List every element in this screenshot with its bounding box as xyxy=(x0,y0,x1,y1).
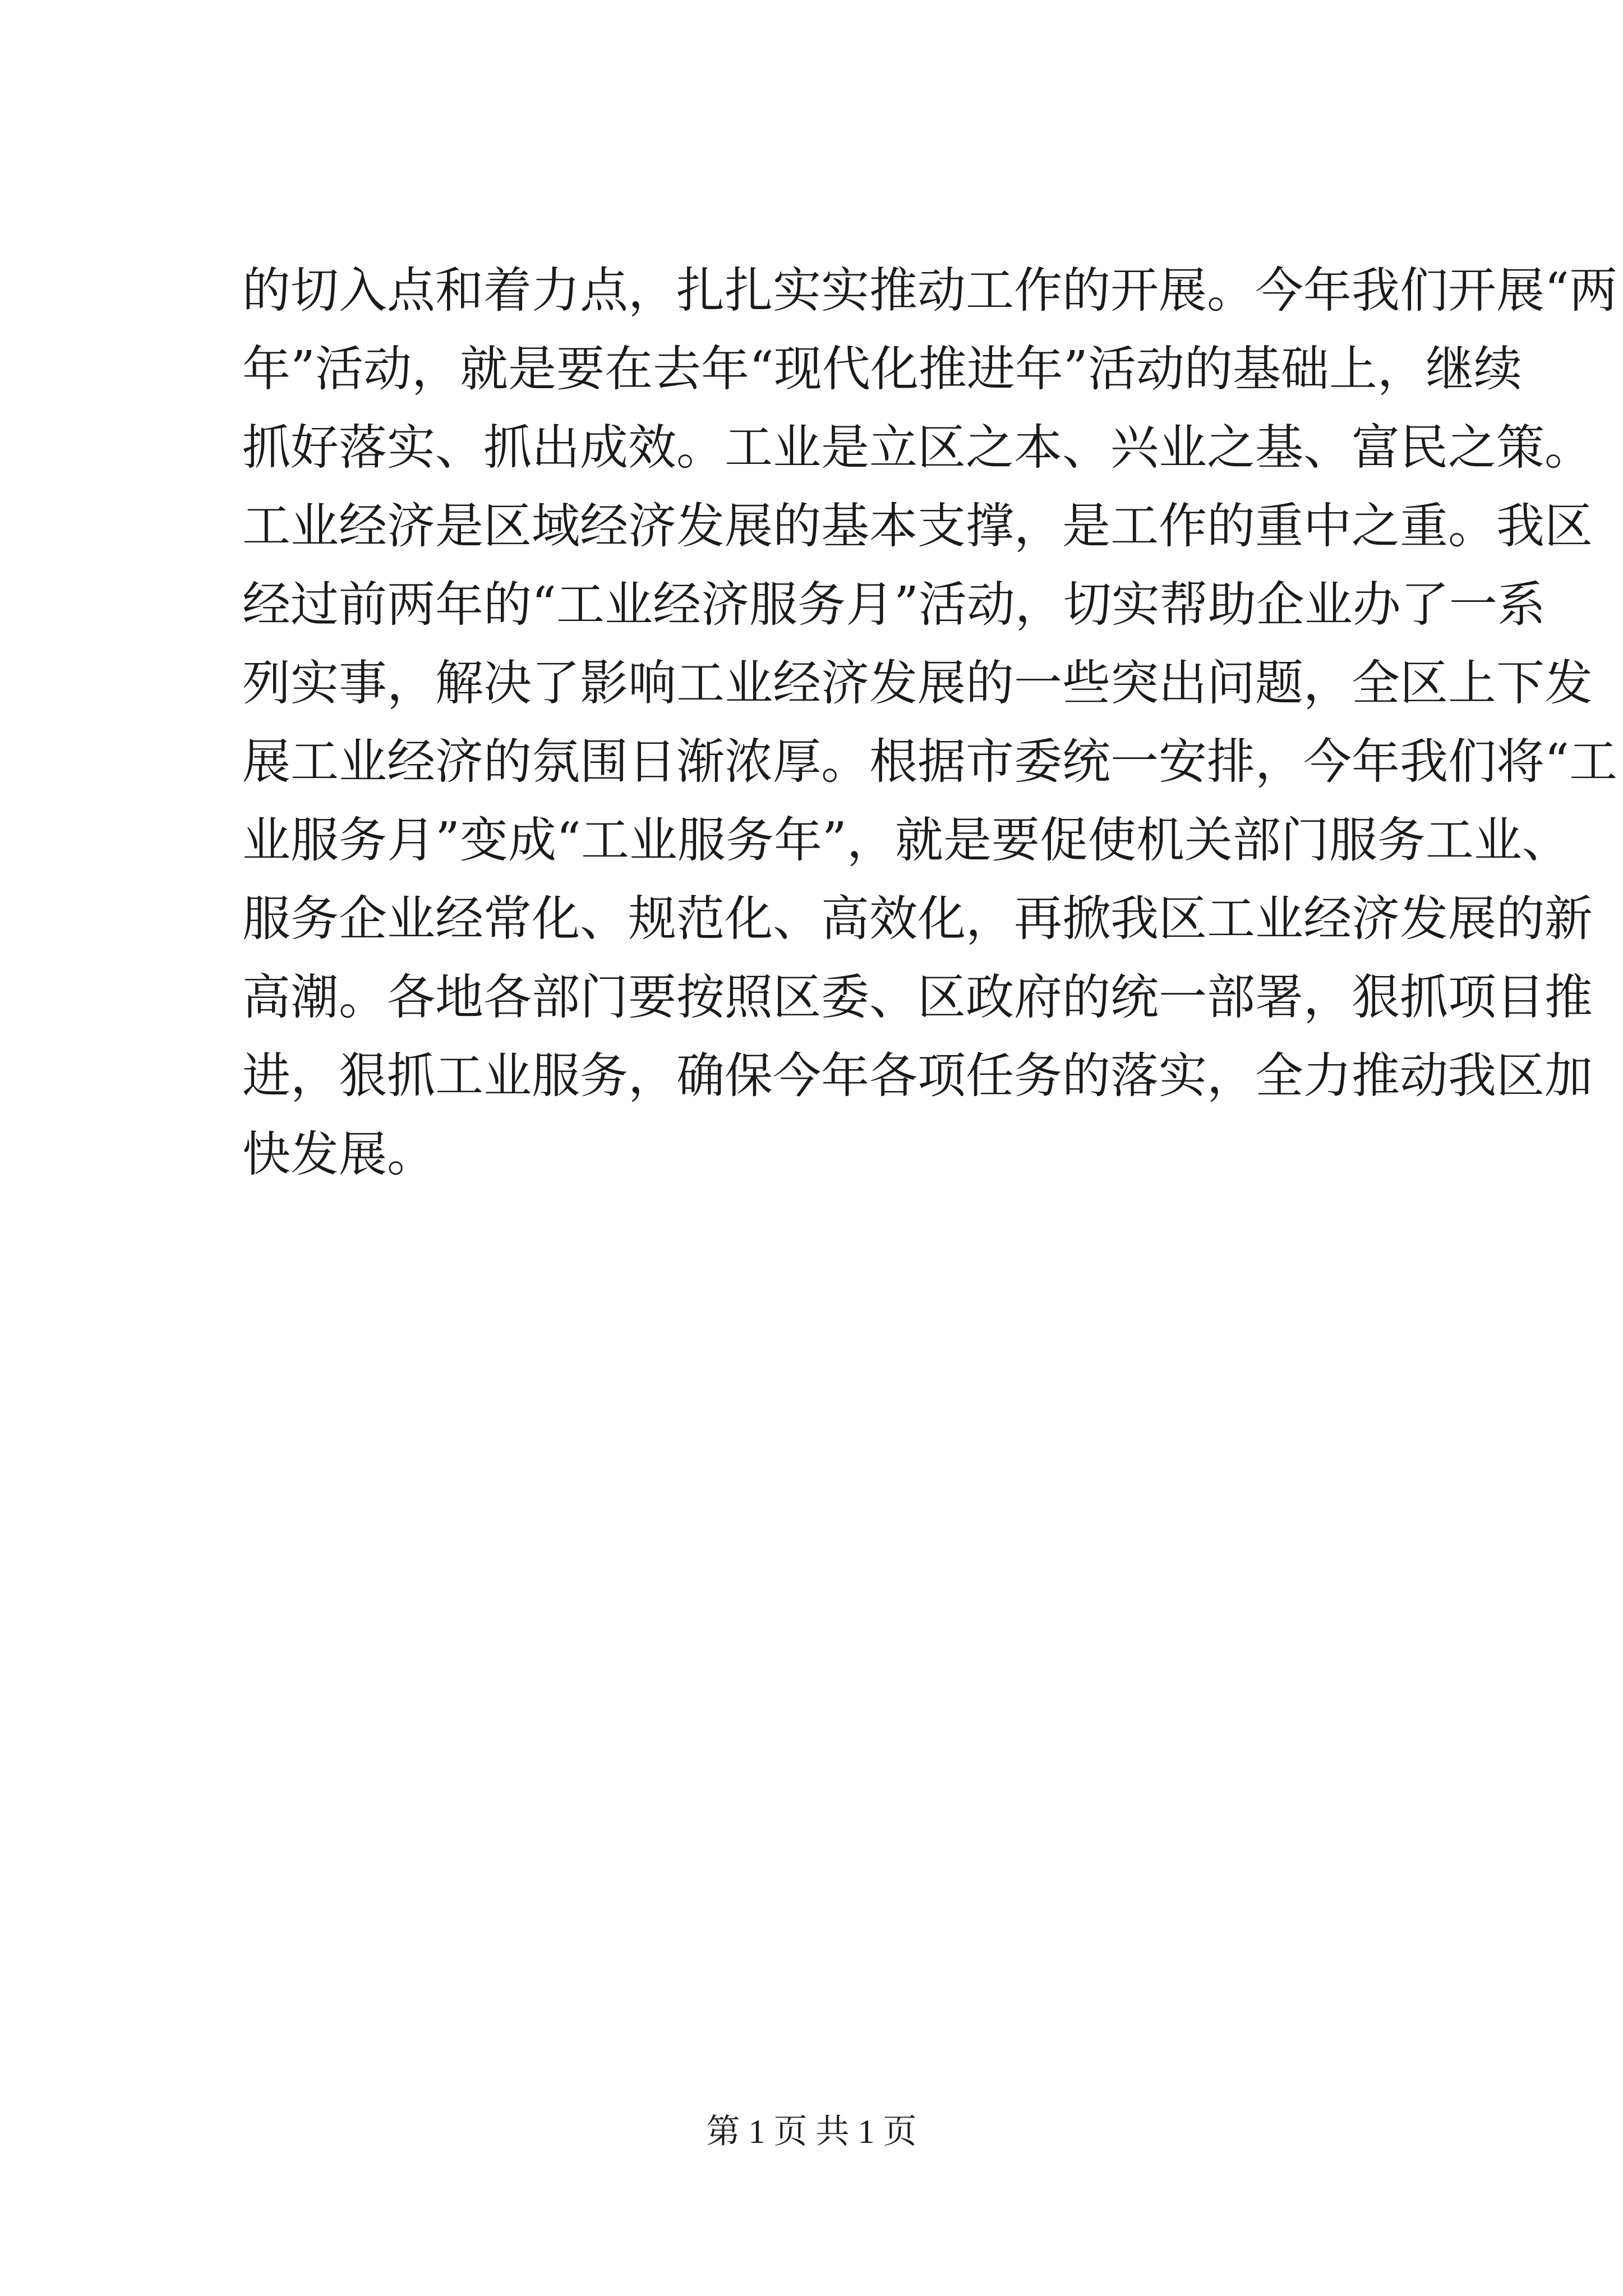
paragraph-line: 列实事，解决了影响工业经济发展的一些突出问题，全区上下发 xyxy=(242,655,1593,711)
paragraph-line: 抓好落实、抓出成效。工业是立区之本、兴业之基、富民之策。 xyxy=(242,420,1593,476)
paragraph-line: 展工业经济的氛围日渐浓厚。根据市委统一安排，今年我们将“工 xyxy=(242,734,1617,790)
paragraph-line: 进，狠抓工业服务，确保今年各项任务的落实，全力推动我区加 xyxy=(242,1048,1593,1104)
page-number-footer: 第 1 页 共 1 页 xyxy=(706,2113,917,2150)
paragraph-line: 快发展。 xyxy=(242,1126,435,1182)
paragraph-line: 高潮。各地各部门要按照区委、区政府的统一部署，狠抓项目推 xyxy=(242,969,1593,1025)
paragraph-line: 经过前两年的“工业经济服务月”活动，切实帮助企业办了一系 xyxy=(242,577,1546,633)
body-paragraph xyxy=(242,251,1617,1194)
paragraph-line: 服务企业经常化、规范化、高效化，再掀我区工业经济发展的新 xyxy=(242,891,1593,947)
paragraph-line: 的切入点和着力点，扎扎实实推动工作的开展。今年我们开展“两 xyxy=(242,263,1617,319)
paragraph-line: 工业经济是区域经济发展的基本支撑，是工作的重中之重。我区 xyxy=(242,498,1593,554)
paragraph-line: 年”活动，就是要在去年“现代化推进年”活动的基础上，继续 xyxy=(242,341,1522,397)
paragraph-line: 业服务月”变成“工业服务年”，就是要促使机关部门服务工业、 xyxy=(242,812,1570,868)
